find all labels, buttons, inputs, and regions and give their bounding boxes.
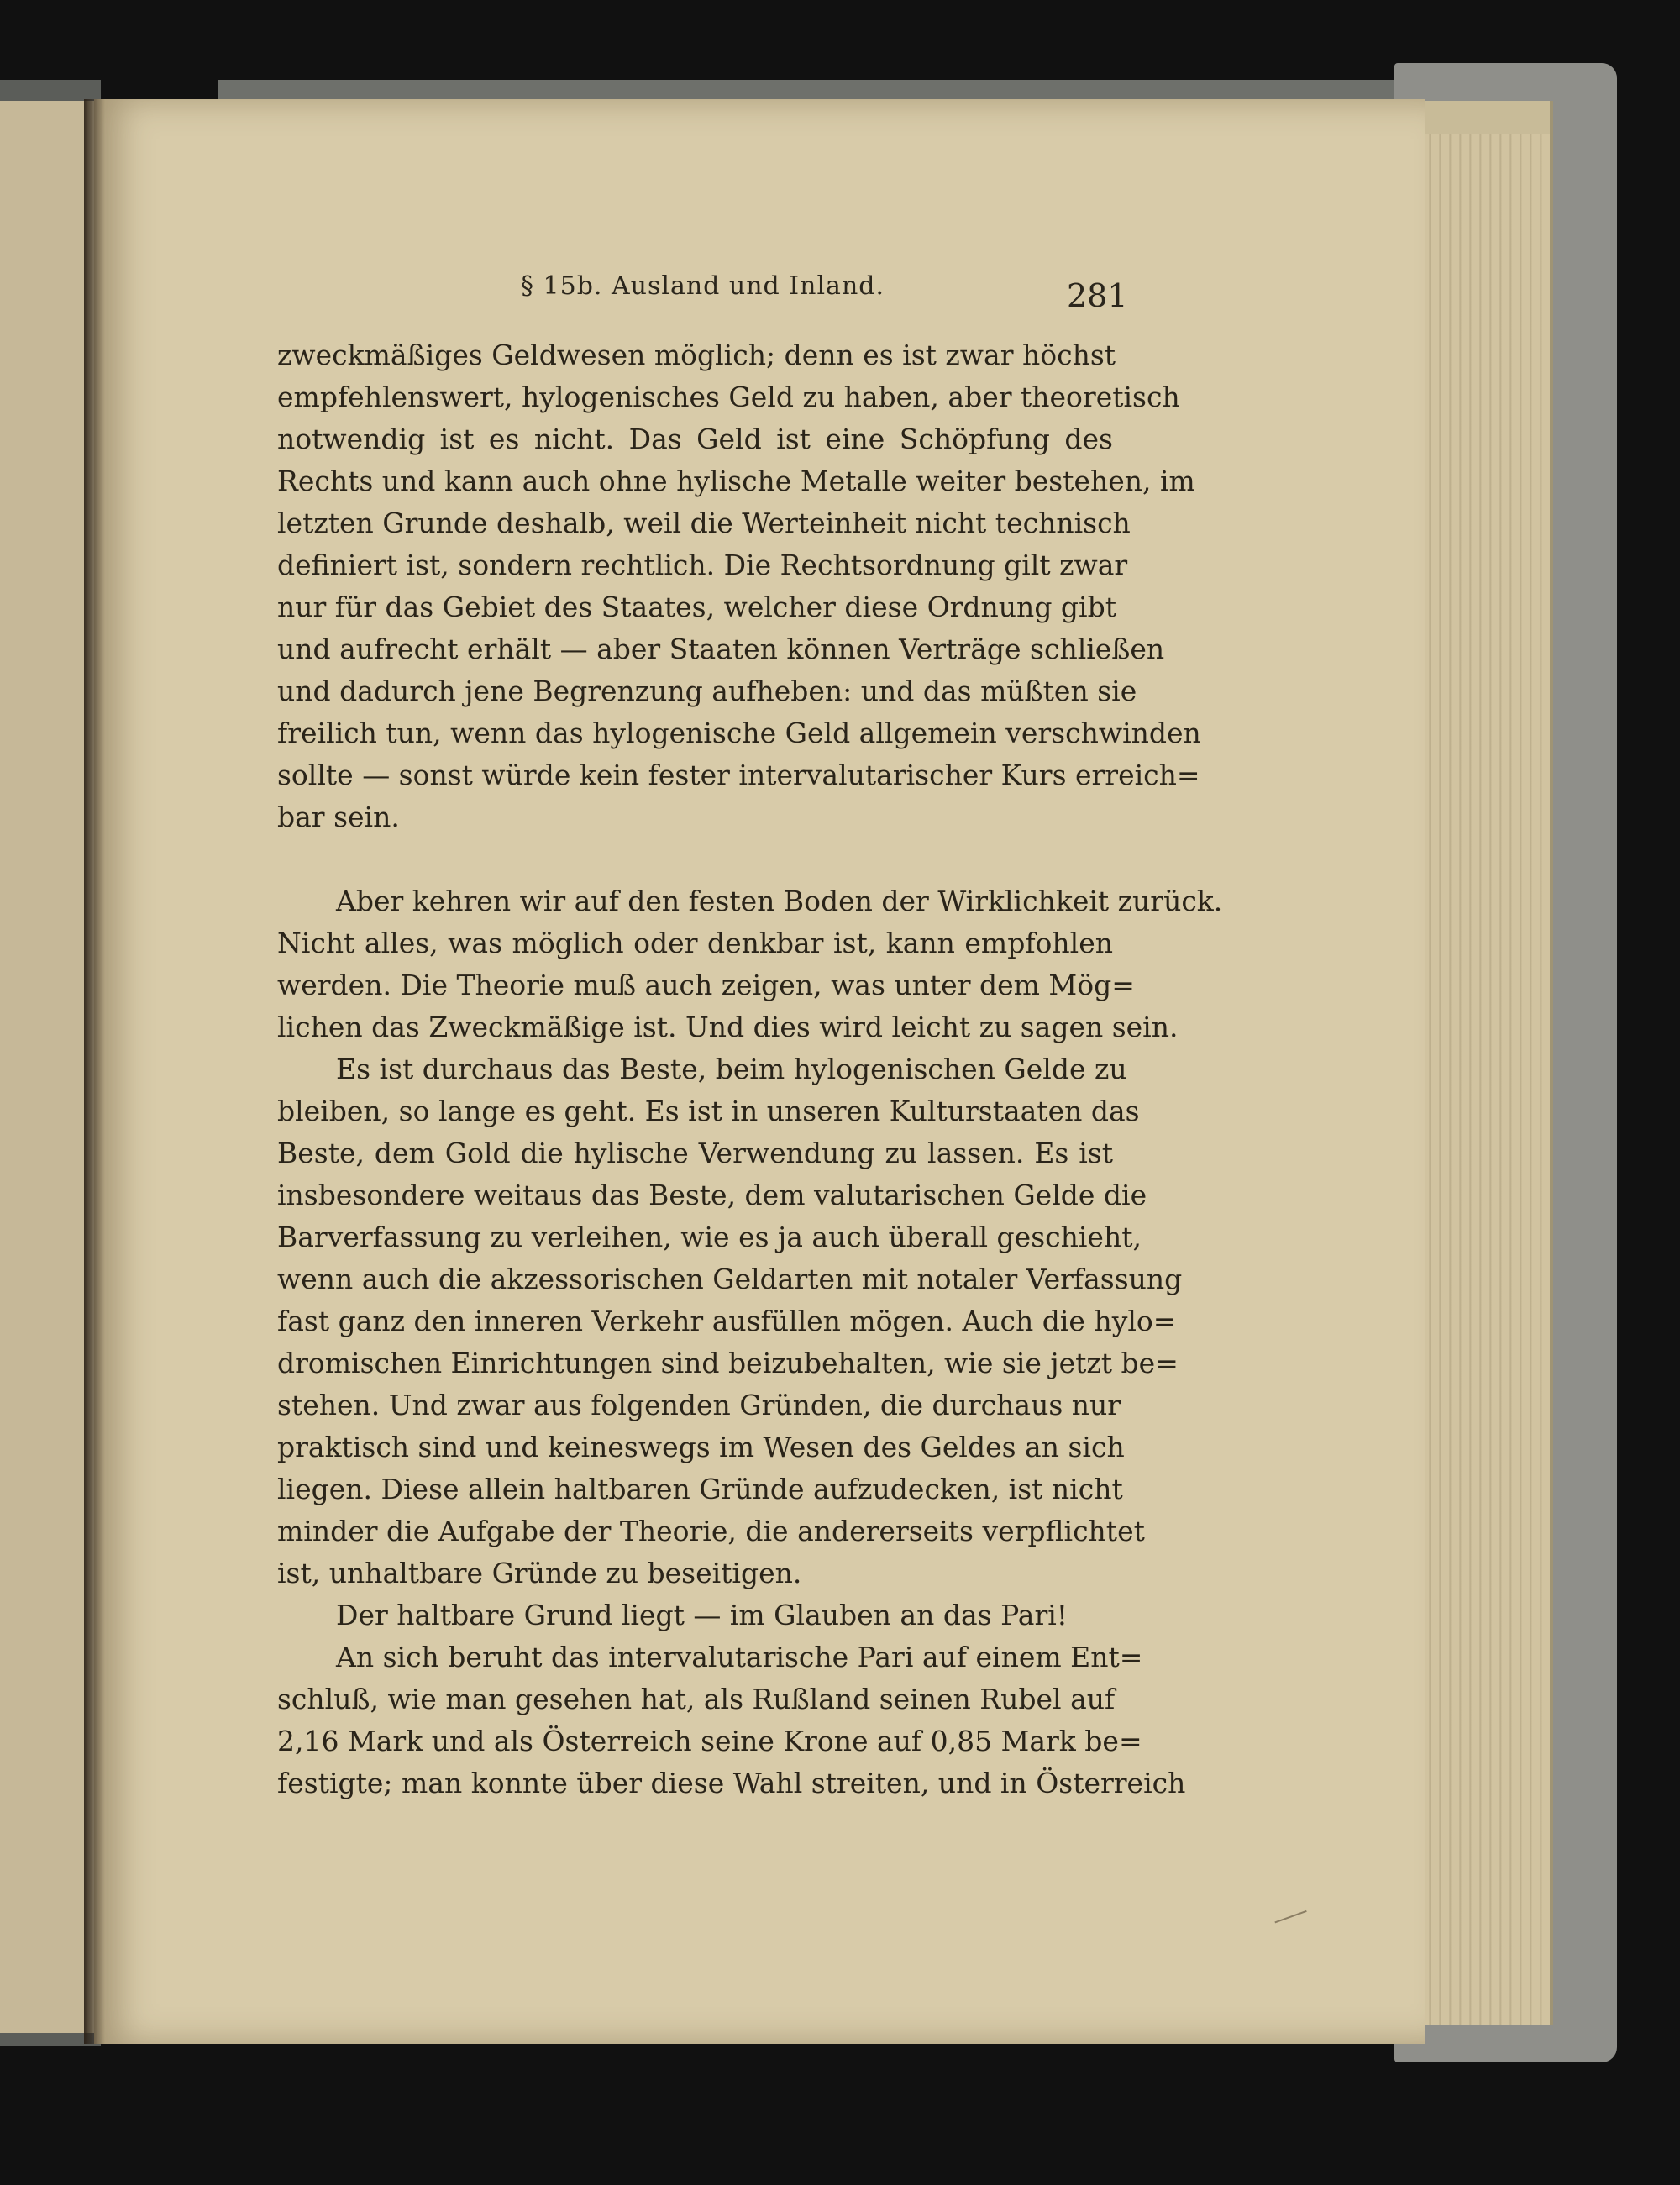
text-line: notwendig ist es nicht. Das Geld ist eine Schöpfung des bbox=[277, 423, 1113, 455]
text-line: Nicht alles, was möglich oder denkbar ist, kann empfohlen bbox=[277, 927, 1113, 959]
text-line: zweckmäßiges Geldwesen möglich; denn es ist zwar höchst bbox=[277, 339, 1116, 371]
text-line: minder die Aufgabe der Theorie, die andererseits verpflichtet bbox=[277, 1515, 1145, 1547]
text-line: definiert ist, sondern rechtlich. Die Rechtsordnung gilt zwar bbox=[277, 549, 1128, 581]
text-line: lichen das Zweckmäßige ist. Und dies wird leicht zu sagen sein. bbox=[277, 1011, 1179, 1043]
text-line: 2,16 Mark und als Österreich seine Krone auf 0,85 Mark be= bbox=[277, 1725, 1142, 1757]
text-line: liegen. Diese allein haltbaren Gründe aufzudecken, ist nicht bbox=[277, 1473, 1123, 1505]
text-line: stehen. Und zwar aus folgenden Gründen, die durchaus nur bbox=[277, 1389, 1121, 1421]
text-line: freilich tun, wenn das hylogenische Geld allgemein verschwinden bbox=[277, 717, 1201, 749]
text-line: nur für das Gebiet des Staates, welcher diese Ordnung gibt bbox=[277, 591, 1116, 623]
text-line: schluß, wie man gesehen hat, als Rußland seinen Rubel auf bbox=[277, 1683, 1116, 1715]
previous-page-edge bbox=[0, 101, 97, 2033]
text-line: ist, unhaltbare Gründe zu beseitigen. bbox=[277, 1557, 802, 1589]
text-line: fast ganz den inneren Verkehr ausfüllen mögen. Auch die hylo= bbox=[277, 1305, 1177, 1337]
text-line: Barverfassung zu verleihen, wie es ja auch überall geschieht, bbox=[277, 1221, 1142, 1253]
text-line: festigte; man konnte über diese Wahl streiten, und in Österreich bbox=[277, 1767, 1186, 1799]
text-line: bar sein. bbox=[277, 801, 400, 833]
text-line: insbesondere weitaus das Beste, dem valutarischen Gelde die bbox=[277, 1179, 1147, 1211]
text-line: Aber kehren wir auf den festen Boden der Wirklichkeit zurück. bbox=[336, 885, 1223, 917]
text-line: An sich beruht das intervalutarische Pari auf einem Ent= bbox=[336, 1641, 1143, 1673]
text-line: sollte — sonst würde kein fester intervalutarischer Kurs erreich= bbox=[277, 759, 1200, 791]
text-line: und aufrecht erhält — aber Staaten können Verträge schließen bbox=[277, 633, 1165, 665]
running-head: § 15b. Ausland und Inland. bbox=[521, 271, 885, 301]
page-number: 281 bbox=[1067, 277, 1128, 314]
text-line: Beste, dem Gold die hylische Verwendung zu lassen. Es ist bbox=[277, 1137, 1113, 1169]
text-line: dromischen Einrichtungen sind beizubehalten, wie sie jetzt be= bbox=[277, 1347, 1179, 1379]
page-stack-edge bbox=[1411, 101, 1553, 2025]
text-line: werden. Die Theorie muß auch zeigen, was unter dem Mög= bbox=[277, 969, 1135, 1001]
text-line: Rechts und kann auch ohne hylische Metalle weiter bestehen, im bbox=[277, 465, 1195, 497]
page-stack-top bbox=[1411, 101, 1550, 134]
text-line: empfehlenswert, hylogenisches Geld zu haben, aber theoretisch bbox=[277, 381, 1180, 413]
text-line: bleiben, so lange es geht. Es ist in unseren Kulturstaaten das bbox=[277, 1095, 1140, 1127]
text-line: Es ist durchaus das Beste, beim hylogenischen Gelde zu bbox=[336, 1053, 1127, 1085]
text-line: Der haltbare Grund liegt — im Glauben an das Pari! bbox=[336, 1599, 1068, 1631]
text-line: und dadurch jene Begrenzung aufheben: und das müßten sie bbox=[277, 675, 1137, 707]
text-line: letzten Grunde deshalb, weil die Werteinheit nicht technisch bbox=[277, 507, 1131, 539]
text-line: wenn auch die akzessorischen Geldarten mit notaler Verfassung bbox=[277, 1263, 1183, 1295]
text-line: praktisch sind und keineswegs im Wesen des Geldes an sich bbox=[277, 1431, 1125, 1463]
gutter-shadow bbox=[84, 99, 105, 2044]
